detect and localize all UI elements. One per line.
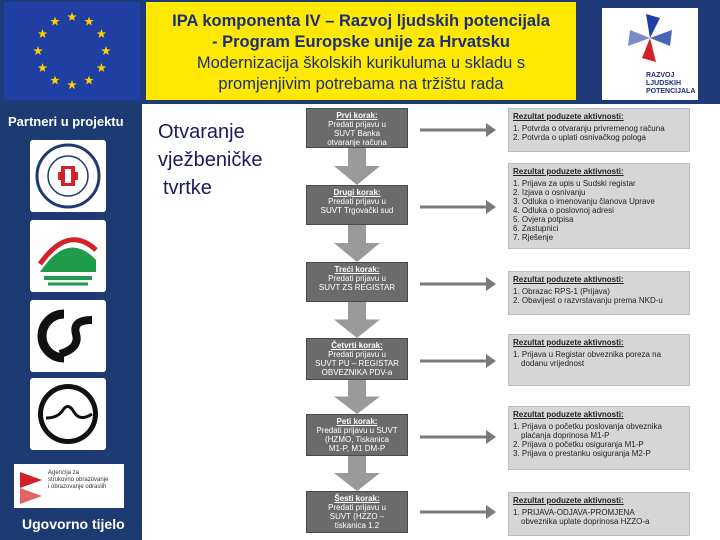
ipa-logo-text: RAZVOJ LJUDSKIH POTENCIJALA <box>646 72 696 95</box>
title-line-3: Modernizacija školskih kurikuluma u skladu s <box>196 54 526 72</box>
right-arrow-icon <box>420 503 496 521</box>
pinwheel-icon <box>602 8 698 68</box>
down-arrow-icon <box>334 148 380 185</box>
right-arrow-icon <box>420 352 496 370</box>
heading-line-2: vježbeničke <box>158 149 263 171</box>
partner-logo-school <box>30 140 106 212</box>
agency-text: Agencija za strukovno obrazovanje i obrazovanje odraslih <box>48 470 109 490</box>
agency-icon <box>16 464 46 508</box>
wave-circle-icon <box>30 378 106 450</box>
result-box: Rezultat poduzete aktivnosti: 1. PRIJAVA-ODJAVA-PROMJENA obveznika uplate doprinosa HZZO-a <box>508 492 690 536</box>
title-line-2: - Program Europske unije za Hrvatsku <box>211 33 510 51</box>
step-box: Drugi korak: Predati prijavu u SUVT Trgovački sud <box>306 185 408 225</box>
eu-flag-icon <box>4 2 140 100</box>
partners-sidebar <box>0 104 142 540</box>
ipa-logo <box>602 8 698 100</box>
heading-line-1: Otvaranje <box>158 121 245 143</box>
right-arrow-icon <box>420 121 496 139</box>
down-arrow-icon <box>334 225 380 262</box>
down-arrow-icon <box>334 302 380 338</box>
result-box: Rezultat poduzete aktivnosti: 1. Obrazac RPS-1 (Prijava) 2. Obavijest o razvrstavanju prema NKD-u <box>508 271 690 315</box>
fields-logo-icon <box>30 220 106 292</box>
step-box: Peti korak: Predati prijavu u SUVT (HZMO, Tiskanica M1-P, M1 DM-P <box>306 414 408 456</box>
result-box: Rezultat poduzete aktivnosti: 1. Prijava u Registar obveznika poreza na dodanu vrijednost <box>508 334 690 386</box>
project-title <box>146 2 576 100</box>
result-box: Rezultat poduzete aktivnosti: 1. Prijava za upis u Sudski registar 2. Izjava o osnivanju 3. Odluka o imenovanju članova Uprave 4. Odluka o poslovnoj adresi 5. Ovjera potpisa 6. Zastupnici 7. Rješenje <box>508 163 690 249</box>
heading-line-3: tvrtke <box>163 177 212 199</box>
right-arrow-icon <box>420 428 496 446</box>
sidebar-title: Partneri u projektu <box>8 114 124 129</box>
partner-logo-green <box>30 220 106 292</box>
right-arrow-icon <box>420 275 496 293</box>
agency-logo <box>14 464 124 508</box>
step-box: Šesti korak: Predati prijavu u SUVT (HZZO – tiskanica 1.2 <box>306 491 408 533</box>
down-arrow-icon <box>334 380 380 414</box>
contracting-body-label: Ugovorno tijelo <box>22 516 125 532</box>
school-seal-icon <box>30 140 106 212</box>
slide-heading <box>158 118 263 202</box>
step-box: Četvrti korak: Predati prijavu u SUVT PU – REGISTAR OBVEZNIKA PDV-a <box>306 338 408 380</box>
title-line-1: IPA komponenta IV – Razvoj ljudskih potencijala <box>172 12 550 30</box>
down-arrow-icon <box>334 456 380 491</box>
right-arrow-icon <box>420 198 496 216</box>
result-box: Rezultat poduzete aktivnosti: 1. Potvrda o otvaranju privremenog računa 2. Potvrda o uplati osnivačkog pologa <box>508 108 690 152</box>
result-box: Rezultat poduzete aktivnosti: 1. Prijava o početku poslovanja obveznika plaćanja doprinosa M1-P 2. Prijava o početku osiguranja M1-P 3. Prijava o prestanku osiguranja M2-P <box>508 406 690 470</box>
cs-logo-icon <box>30 300 106 372</box>
partner-logo-wave <box>30 378 106 450</box>
header-bar <box>0 0 720 104</box>
title-line-4: promjenjivim potrebama na tržištu rada <box>218 75 504 93</box>
partner-logo-cs <box>30 300 106 372</box>
step-box: Treći korak: Predati prijavu u SUVT ZS REGISTAR <box>306 262 408 302</box>
step-box: Prvi korak: Predati prijavu u SUVT Banka otvaranje računa <box>306 108 408 148</box>
